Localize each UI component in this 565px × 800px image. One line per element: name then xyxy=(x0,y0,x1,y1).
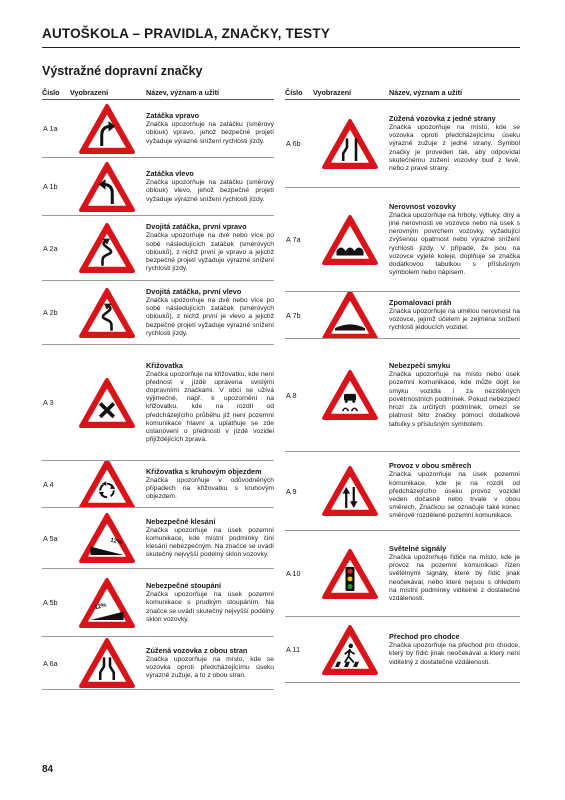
sign-code: A 10 xyxy=(286,569,301,578)
sign-code: A 7a xyxy=(286,235,301,244)
sign-description xyxy=(144,219,274,276)
sign-name: Zatáčka vpravo xyxy=(146,111,200,121)
sign-row xyxy=(42,281,274,345)
right-rows xyxy=(285,100,520,683)
sign-description xyxy=(387,458,520,523)
sign-description xyxy=(144,166,274,207)
sign-name: Dvojitá zatáčka, první vpravo xyxy=(146,222,247,232)
sign-name: Přechod pro chodce xyxy=(389,632,460,642)
sign-code: A 2a xyxy=(43,243,58,253)
sign-text: Značka upozorňuje na úsek pozemní komunikace s prudkým stoupáním. Na značce se uvádí skutečný nejvyšší podélný sklon vozovky. xyxy=(146,591,274,623)
sign-image xyxy=(70,461,144,508)
pedestrian-crossing-icon xyxy=(321,624,379,676)
sign-text: Značka upozorňuje na místo, kde se vozovka oproti předcházejícímu úseku výrazně zužuje, a to z obou stran. xyxy=(146,655,274,680)
sign-name: Dvojitá zatáčka, první vlevo xyxy=(146,286,242,296)
column-header-number: Číslo xyxy=(285,88,303,97)
sign-image xyxy=(70,161,144,213)
sign-image xyxy=(313,465,387,517)
sign-image xyxy=(313,548,387,600)
sign-name: Zatáčka vlevo xyxy=(146,169,194,179)
sign-text: Značka upozorňuje v odůvodněných případech na křižovatku s kruhovým objezdem. xyxy=(146,476,274,501)
table-header xyxy=(285,88,520,100)
sign-row xyxy=(42,100,274,158)
section-title: Výstražné dopravní značky xyxy=(42,64,203,78)
page-header xyxy=(42,26,520,48)
sign-code: A 1b xyxy=(43,182,58,191)
sign-image xyxy=(70,637,144,689)
sign-text: Značka upozorňuje na hrboly, výtluky, díry a jiné nerovnosti ve vozovce nebo na úsek s nerovným povrchem vozovky, vyžadující zvýšenou opatrnost nebo výrazné snížení rychlosti jízdy. V případě, že jsou na vozovce vyjeté koleje, doplňuje se značka dodatkovou tabulkou s příslušným symbolem nebo nápisem. xyxy=(389,211,520,277)
sign-description xyxy=(387,629,520,670)
sign-name: Provoz v obou směrech xyxy=(389,461,472,471)
two-way-traffic-icon xyxy=(321,465,379,517)
sign-row xyxy=(42,158,274,216)
sign-code: A 5a xyxy=(43,533,58,543)
sign-image xyxy=(313,292,387,339)
curve-right-icon xyxy=(78,103,136,155)
left-column xyxy=(42,88,274,690)
sign-text: Značka upozorňuje na zatáčku (směrový oblouk) vlevo, jehož bezpečné projetí vyžaduje výrazné snížení rychlosti jízdy. xyxy=(146,179,274,203)
sign-code: A 9 xyxy=(286,486,297,496)
sign-row xyxy=(285,339,520,452)
sign-text: Značka upozorňuje na umělou nerovnost na vozovce, jejímž účelem je zejména snížení rychlosti jedoucích vozidel. xyxy=(389,307,520,332)
traffic-lights-icon xyxy=(321,548,379,600)
sign-row xyxy=(285,292,520,339)
sign-description xyxy=(144,514,274,563)
sign-image xyxy=(70,577,144,629)
sign-code: A 7b xyxy=(286,310,301,320)
sign-text: Značka upozorňuje na místo, kde se vozovka oproti předcházejícímu úseku výrazně zužuje z jedné strany. Symbol značky je proveden tak, aby odpovídal skutečnému zúžení vozovky buď z levé, nebo z pravé strany. xyxy=(389,123,520,172)
column-header-description: Název, význam a užití xyxy=(389,88,462,97)
svg-text:12%: 12% xyxy=(109,537,123,547)
slippery-road-icon xyxy=(321,369,379,421)
sign-row xyxy=(42,569,274,637)
curve-left-icon xyxy=(78,161,136,213)
sign-name: Nebezpečné stoupání xyxy=(146,581,222,591)
steep-descent-icon xyxy=(78,512,136,564)
sign-name: Nerovnost vozovky xyxy=(389,201,456,211)
sign-row xyxy=(42,508,274,569)
sign-description xyxy=(144,578,274,627)
steep-ascent-icon xyxy=(78,577,136,629)
sign-text: Značka upozorňuje na přechod pro chodce, který by řidič jinak neočekával a který není viditelný z dostatečné vzdálenosti. xyxy=(389,642,520,666)
sign-name: Křižovatka xyxy=(146,360,183,370)
sign-code: A 6b xyxy=(286,139,301,148)
sign-image xyxy=(70,103,144,155)
sign-code: A 11 xyxy=(286,645,301,654)
column-header-description: Název, význam a užití xyxy=(146,88,219,97)
sign-name: Zúžená vozovka z jedné strany xyxy=(389,113,496,123)
road-narrows-both-icon xyxy=(78,637,136,689)
right-column xyxy=(285,88,520,683)
sign-image xyxy=(313,214,387,266)
speed-bump-icon xyxy=(321,292,379,339)
sign-row xyxy=(42,461,274,508)
sign-code: A 6a xyxy=(43,658,58,668)
sign-code: A 3 xyxy=(43,398,54,407)
left-rows xyxy=(42,100,274,690)
sign-row xyxy=(285,452,520,531)
sign-text: Značka upozorňuje na úsek pozemní komunikace, kde je na rozdíl od předcházejícího úseku provoz vozidel veden dočasně nebo trvale v obou směrech. Značkou se označuje také konec směrově rozdělené pozemní komunikace. xyxy=(389,471,520,520)
header-title: AUTOŠKOLA – PRAVIDLA, ZNAČKY, TESTY xyxy=(42,26,331,41)
sign-row xyxy=(42,345,274,461)
sign-name: Zúžená vozovka z obou stran xyxy=(146,645,248,655)
sign-description xyxy=(387,541,520,606)
sign-image xyxy=(70,377,144,429)
sign-image xyxy=(313,369,387,421)
sign-description xyxy=(387,199,520,281)
sign-name: Zpomalovací práh xyxy=(389,297,452,307)
sign-name: Světelné signály xyxy=(389,543,447,553)
sign-name: Nebezpečí smyku xyxy=(389,361,451,371)
sign-description xyxy=(144,643,274,684)
sign-text: Značka upozorňuje řidiče na místo, kde je provoz na pozemní komunikaci řízen světelnými signály, které by řidič jinak neočekával, nebo které nejsou s ohledem na místní podmínky viditelné z dostatečné vzdálenosti. xyxy=(389,553,520,602)
sign-text: Značka upozorňuje na dvě nebo více po sobě následujících zatáček (směrových oblouků), z nichž první je vlevo a jejichž bezpečné projetí vyžaduje výrazné snížení rychlosti jízdy. xyxy=(146,296,274,337)
sign-text: Značka upozorňuje na úsek pozemní komunikace, kde místní podmínky činí klesání nebezpečným. Na značce se uvádí skutečný nejvyšší podélný sklon vozovky. xyxy=(146,526,274,559)
table-header xyxy=(42,88,274,100)
sign-text: Značka upozorňuje na místo nebo úsek pozemní komunikace, kde může dojít ke smyku vozidla i za nezištěných povětrnostních podmínek. Pokud nebezpečí hrozí za určitých podmínek, omezí se platnost této značky pomocí dodatkové tabulky s příslušným symbolem. xyxy=(389,371,520,428)
sign-image xyxy=(313,624,387,676)
double-curve-right-icon xyxy=(78,222,136,274)
sign-row xyxy=(285,531,520,617)
sign-image xyxy=(70,512,144,564)
sign-description xyxy=(144,464,274,505)
sign-row xyxy=(42,637,274,690)
sign-description xyxy=(144,108,274,149)
sign-code: A 1a xyxy=(43,124,58,133)
road-narrows-one-side-icon xyxy=(321,118,379,170)
sign-description xyxy=(144,358,274,448)
sign-name: Křižovatka s kruhovým objezdem xyxy=(146,466,262,476)
roundabout-icon xyxy=(78,461,136,508)
column-header-number: Číslo xyxy=(42,88,60,97)
sign-text: Značka upozorňuje na zatáčku (směrový oblouk) vpravo, jehož bezpečné projetí vyžaduje výrazné snížení rychlosti jízdy. xyxy=(146,121,274,145)
sign-row xyxy=(42,216,274,281)
column-header-image: Vyobrazení xyxy=(313,88,352,97)
sign-description xyxy=(387,111,520,176)
sign-code: A 5b xyxy=(43,598,58,607)
sign-row xyxy=(285,188,520,292)
sign-description xyxy=(144,284,274,341)
sign-image xyxy=(70,287,144,339)
double-curve-left-icon xyxy=(78,287,136,339)
sign-row xyxy=(285,100,520,188)
svg-text:12%: 12% xyxy=(94,602,108,611)
sign-name: Nebezpečné klesání xyxy=(146,516,216,526)
column-header-image: Vyobrazení xyxy=(70,88,109,97)
sign-text: Značka upozorňuje na dvě nebo více po sobě následujících zatáček (směrových oblouků), z nichž první je vpravo a jejichž bezpečné projetí vyžaduje výrazné snížení rychlosti jízdy. xyxy=(146,232,274,273)
sign-code: A 4 xyxy=(43,479,54,489)
sign-image xyxy=(70,222,144,274)
crossroads-icon xyxy=(78,377,136,429)
header-rule xyxy=(42,47,520,48)
uneven-road-icon xyxy=(321,214,379,266)
sign-code: A 8 xyxy=(286,390,297,400)
sign-text: Značka upozorňuje na křižovatku, kde není přednost v jízdě upravena svislými dopravními značkami. V obci se užívá výjimečně, např. k upozornění na křižovatku, kde na rozdíl od předcházejícího průběhu jíž není pozemní komunikace hlavní a uplatňuje se zde ustanovení o přednosti v jízdě vozidel přijíždějících zprava. xyxy=(146,370,274,444)
page-number: 84 xyxy=(42,764,54,775)
sign-image xyxy=(313,118,387,170)
sign-row xyxy=(285,617,520,683)
sign-description xyxy=(387,358,520,431)
sign-description xyxy=(387,295,520,336)
sign-code: A 2b xyxy=(43,308,58,317)
